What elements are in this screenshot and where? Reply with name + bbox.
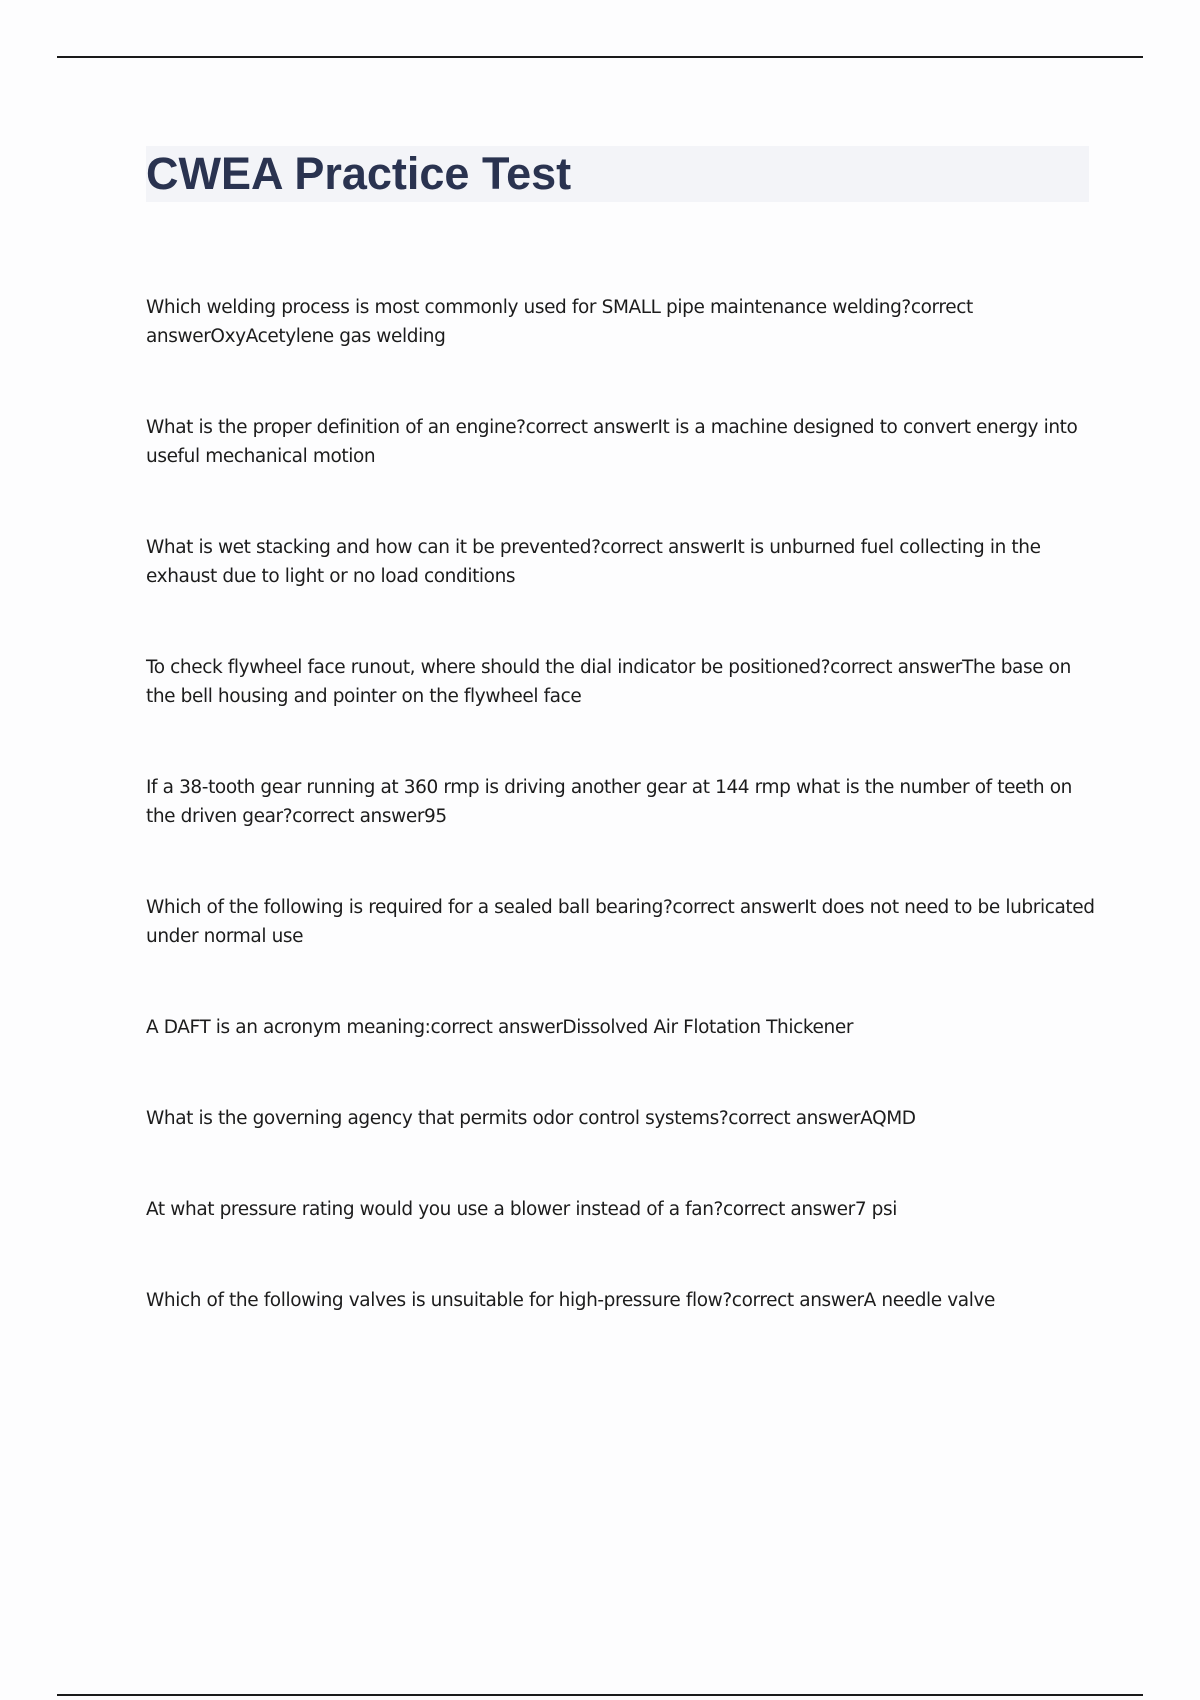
top-rule xyxy=(57,56,1143,58)
qa-item-6: Which of the following is required for a sealed ball bearing?correct answerIt does not need to be lubricated under normal use xyxy=(146,897,1095,947)
page-title: CWEA Practice Test xyxy=(146,148,572,199)
qa-item-8: What is the governing agency that permits odor control systems?correct answerAQMD xyxy=(146,1108,916,1129)
qa-item-5: If a 38-tooth gear running at 360 rmp is driving another gear at 144 rmp what is the number of teeth on the driven gear?correct answer95 xyxy=(146,777,1072,827)
qa-item-2: What is the proper definition of an engine?correct answerIt is a machine designed to convert energy into useful mechanical motion xyxy=(146,417,1078,467)
qa-item-10: Which of the following valves is unsuitable for high-pressure flow?correct answerA needle valve xyxy=(146,1290,995,1311)
qa-list xyxy=(146,293,1096,1377)
qa-item-3: What is wet stacking and how can it be prevented?correct answerIt is unburned fuel collecting in the exhaust due to light or no load conditions xyxy=(146,537,1041,587)
qa-item-9: At what pressure rating would you use a blower instead of a fan?correct answer7 psi xyxy=(146,1199,897,1220)
qa-item-4: To check flywheel face runout, where should the dial indicator be positioned?correct answerThe base on the bell housing and pointer on the flywheel face xyxy=(146,657,1071,707)
qa-item-1: Which welding process is most commonly used for SMALL pipe maintenance welding?correct answerOxyAcetylene gas welding xyxy=(146,297,973,347)
qa-item-7: A DAFT is an acronym meaning:correct answerDissolved Air Flotation Thickener xyxy=(146,1017,854,1038)
bottom-rule xyxy=(57,1694,1143,1696)
